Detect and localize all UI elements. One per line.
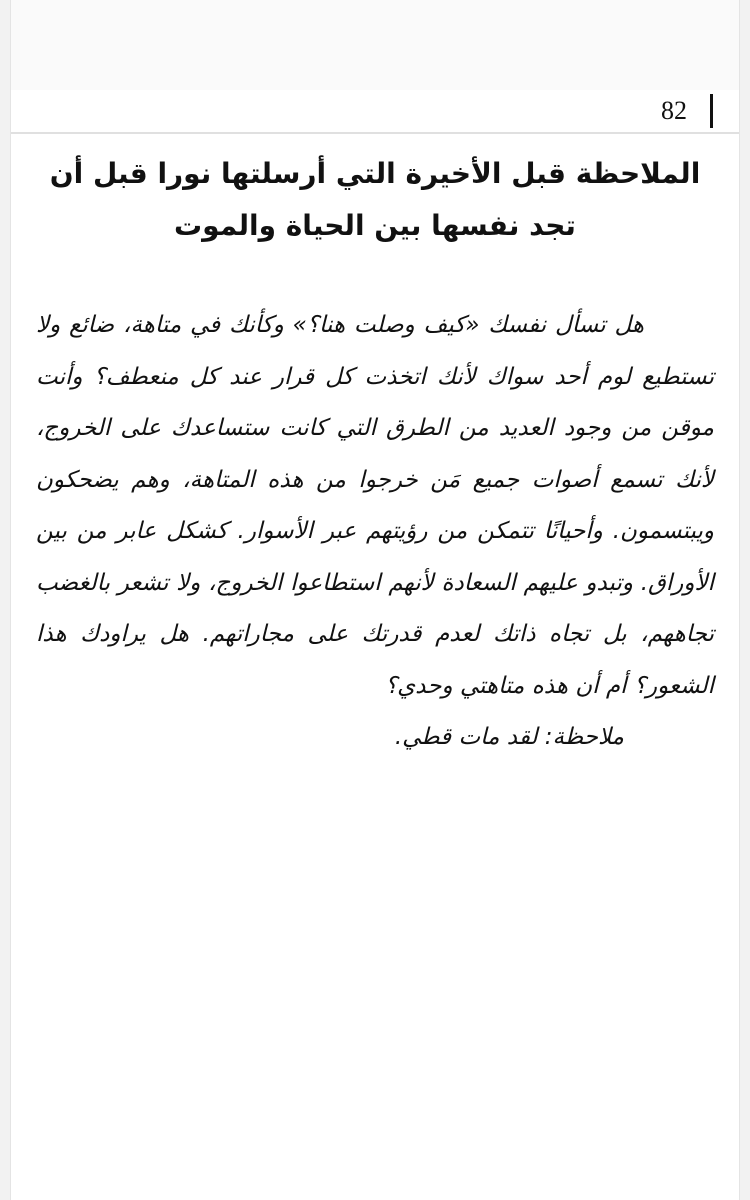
page-header — [11, 90, 739, 134]
page-top-margin — [11, 0, 739, 90]
chapter-title: الملاحظة قبل الأخيرة التي أرسلتها نورا قبل أن تجد نفسها بين الحياة والموت — [49, 157, 701, 242]
page-edge-right — [739, 0, 750, 1200]
page-number: 82 — [661, 96, 687, 125]
note-line: ملاحظة: لقد مات قطي. — [394, 724, 624, 750]
body-paragraph: هل تسأل نفسك «كيف وصلت هنا؟» وكأنك في متاهة، ضائع ولا تستطيع لوم أحد سواك لأنك اتخذت كل قرار عند كل منعطف؟ وأنت موقن من وجود العديد من الطرق التي كانت ستساعدك على الخروج، لأنك تسمع أصوات جميع مَن خرجوا من هذه المتاهة، وهم يضحكون ويبتسمون. وأحيانًا تتمكن من رؤيتهم عبر الأسوار. كشكل عابر من بين الأوراق. وتبدو عليهم السعادة لأنهم استطاعوا الخروج، ولا تشعر بالغضب تجاههم، بل تجاه ذاتك لعدم قدرتك على مجاراتهم. هل يراودك هذا الشعور؟ أم أن هذه متاهتي وحدي؟ — [36, 312, 714, 699]
page-number-divider — [710, 94, 713, 128]
page-edge-left — [0, 0, 11, 1200]
body-text — [36, 300, 714, 764]
